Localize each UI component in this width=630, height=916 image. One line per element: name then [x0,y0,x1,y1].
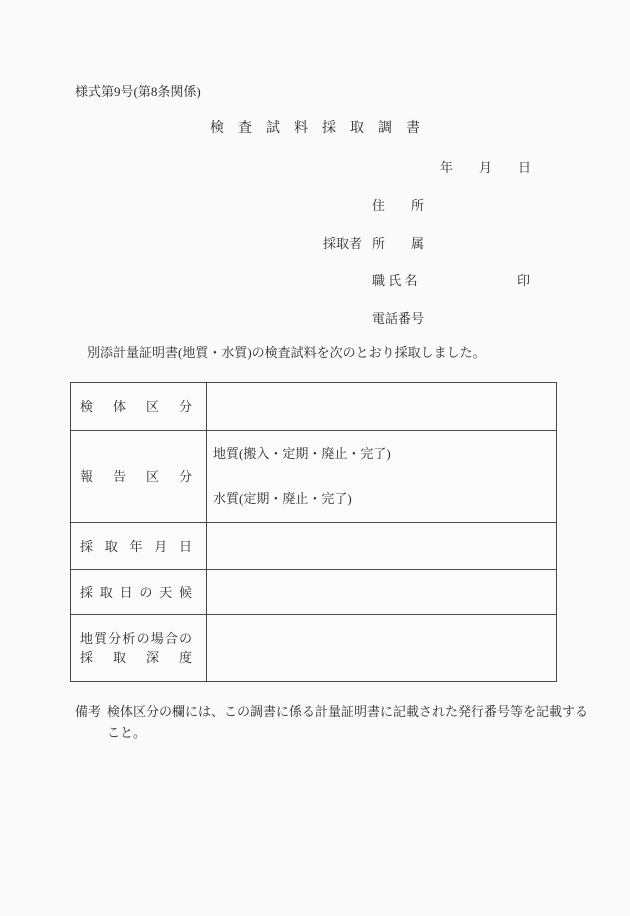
collector-group-label: 採取者 [323,236,363,251]
address-label: 住 所 [372,198,425,213]
row-label: 検 体 区 分 [80,399,192,414]
row-label-cell [71,383,207,430]
remarks-label: 備考 [75,704,102,719]
row-label-cell [71,570,207,614]
remarks-text-line2: こと。 [107,725,147,740]
row-label: 採 取 日 の 天 候 [80,584,192,600]
row-label-cell [71,431,207,522]
row-label-line2: 採 取 深 度 [80,650,192,665]
date-line: 年 月 日 [440,160,532,175]
report-class-soil-option: 地質(搬入・定期・廃止・完了) [213,445,391,461]
seal-label: 印 [517,273,531,288]
form-number: 様式第9号(第8条関係) [75,84,201,99]
report-class-water-option: 水質(定期・廃止・完了) [213,491,352,507]
row-value-cell [207,383,556,430]
row-label: 報 告 区 分 [80,469,192,484]
row-label-line1: 地質分析の場合の [80,631,192,646]
row-label-cell [71,523,207,569]
table-row-specimen-class [71,383,556,430]
intro-sentence: 別添計量証明書(地質・水質)の検査試料を次のとおり採取しました。 [87,345,486,360]
document-title: 検 査 試 料 採 取 調 書 [210,121,420,136]
remarks-text-line1: 検体区分の欄には、この調書に係る計量証明書に記載された発行番号等を記載する [107,704,589,719]
row-value-cell [207,615,556,681]
row-value-cell [207,570,556,614]
row-label: 採 取 年 月 日 [80,538,192,554]
affiliation-label: 所 属 [372,236,425,251]
table-row-weather [71,569,556,614]
table-row-report-class [71,430,556,522]
row-value-cell [207,431,556,522]
remarks-note [75,701,588,743]
row-label-cell [71,615,207,681]
remarks-text [107,701,588,743]
table-row-sampling-date [71,522,556,569]
position-name-label: 職 氏 名 [372,273,418,288]
table-row-sampling-depth [71,614,556,681]
row-value-cell [207,523,556,569]
specimen-table [70,382,557,682]
phone-number-label: 電話番号 [372,311,425,326]
